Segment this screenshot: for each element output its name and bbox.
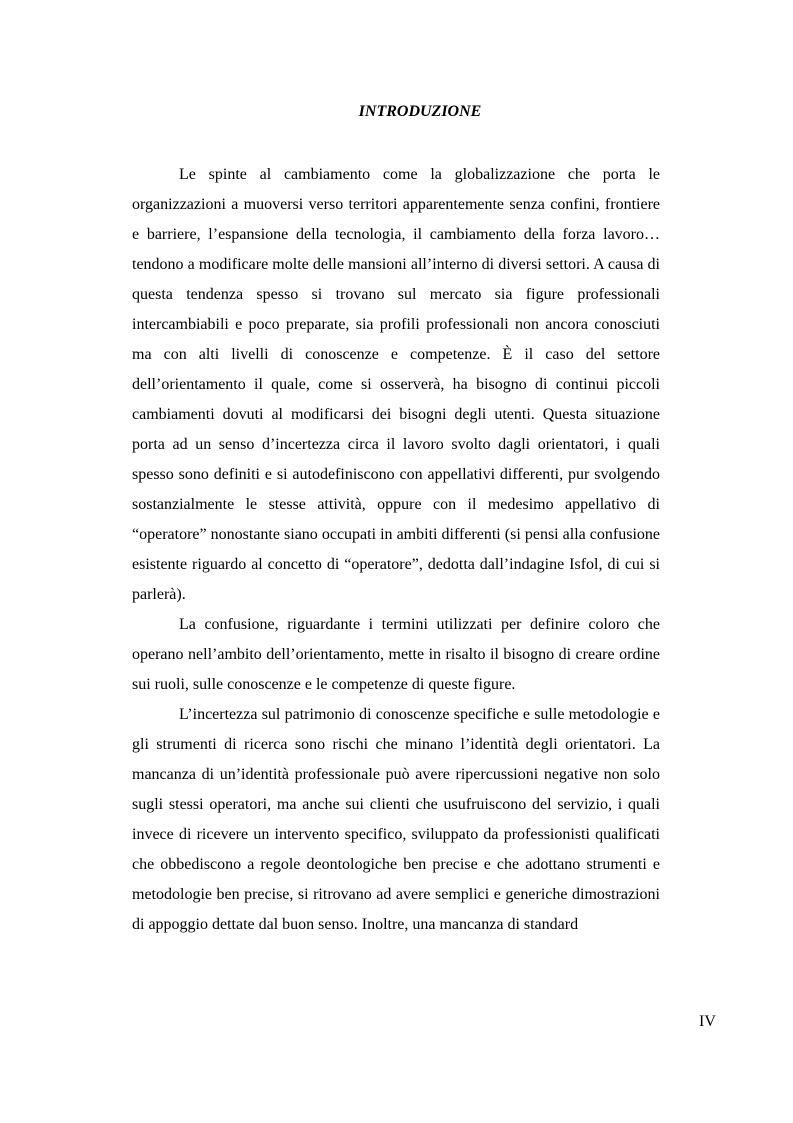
page-number: IV bbox=[699, 1013, 716, 1030]
paragraph-1: Le spinte al cambiamento come la globalizzazione che porta le organizzazioni a muoversi verso territori apparentemente senza confini, frontiere e barriere, l’espansione della tecnologia, il cambiamento della forza lavoro… tendono a modificare molte delle mansioni all’interno di diversi settori. A causa di questa tendenza spesso si trovano sul mercato sia figure professionali intercambiabili e poco preparate, sia profili professionali non ancora conosciuti ma con alti livelli di conoscenze e competenze. È il caso del settore dell’orientamento il quale, come si osserverà, ha bisogno di continui piccoli cambiamenti dovuti al modificarsi dei bisogni degli utenti. Questa situazione porta ad un senso d’incertezza circa il lavoro svolto dagli orientatori, i quali spesso sono definiti e si autodefiniscono con appellativi differenti, pur svolgendo sostanzialmente le stesse attività, oppure con il medesimo appellativo di “operatore” nonostante siano occupati in ambiti differenti (si pensi alla confusione esistente riguardo al concetto di “operatore”, dedotta dall’indagine Isfol, di cui si parlerà). bbox=[132, 166, 660, 603]
paragraph-3: L’incertezza sul patrimonio di conoscenze specifiche e sulle metodologie e gli strumenti di ricerca sono rischi che minano l’identità degli orientatori. La mancanza di un’identità professionale può avere ripercussioni negative non solo sugli stessi operatori, ma anche sui clienti che usufruiscono del servizio, i quali invece di ricevere un intervento specifico, sviluppato da professionisti qualificati che obbediscono a regole deontologiche ben precise e che adottano strumenti e metodologie ben precise, si ritrovano ad avere semplici e generiche dimostrazioni di appoggio dettate dal buon senso. Inoltre, una mancanza di standard bbox=[132, 706, 660, 933]
body-text bbox=[132, 160, 660, 940]
paragraph-2: La confusione, riguardante i termini utilizzati per definire coloro che operano nell’ambito dell’orientamento, mette in risalto il bisogno di creare ordine sui ruoli, sulle conoscenze e le competenze di queste figure. bbox=[132, 616, 660, 693]
page-title: INTRODUZIONE bbox=[358, 103, 482, 120]
